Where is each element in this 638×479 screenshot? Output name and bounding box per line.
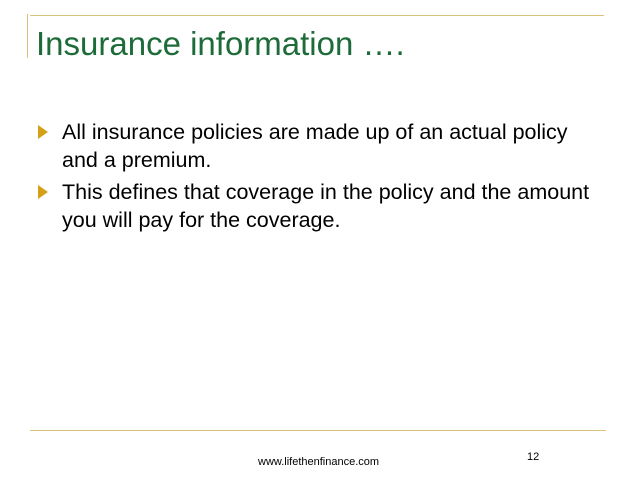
page-number: 12 [527, 451, 540, 463]
bullet-arrow-icon [38, 185, 48, 199]
top-rule [30, 15, 604, 16]
bullet-text: This defines that coverage in the policy and the amount you will pay for the coverage. [62, 180, 590, 232]
footer-url: www.lifethenfinance.com [258, 456, 380, 468]
left-rule [27, 14, 28, 58]
bullet-arrow-icon [38, 125, 48, 139]
bottom-rule [30, 430, 606, 431]
list-item [36, 118, 596, 174]
slide-title: Insurance information …. [36, 25, 405, 62]
list-item [36, 178, 596, 234]
bullet-list [36, 118, 596, 238]
bullet-text: All insurance policies are made up of an actual policy and a premium. [62, 120, 568, 172]
